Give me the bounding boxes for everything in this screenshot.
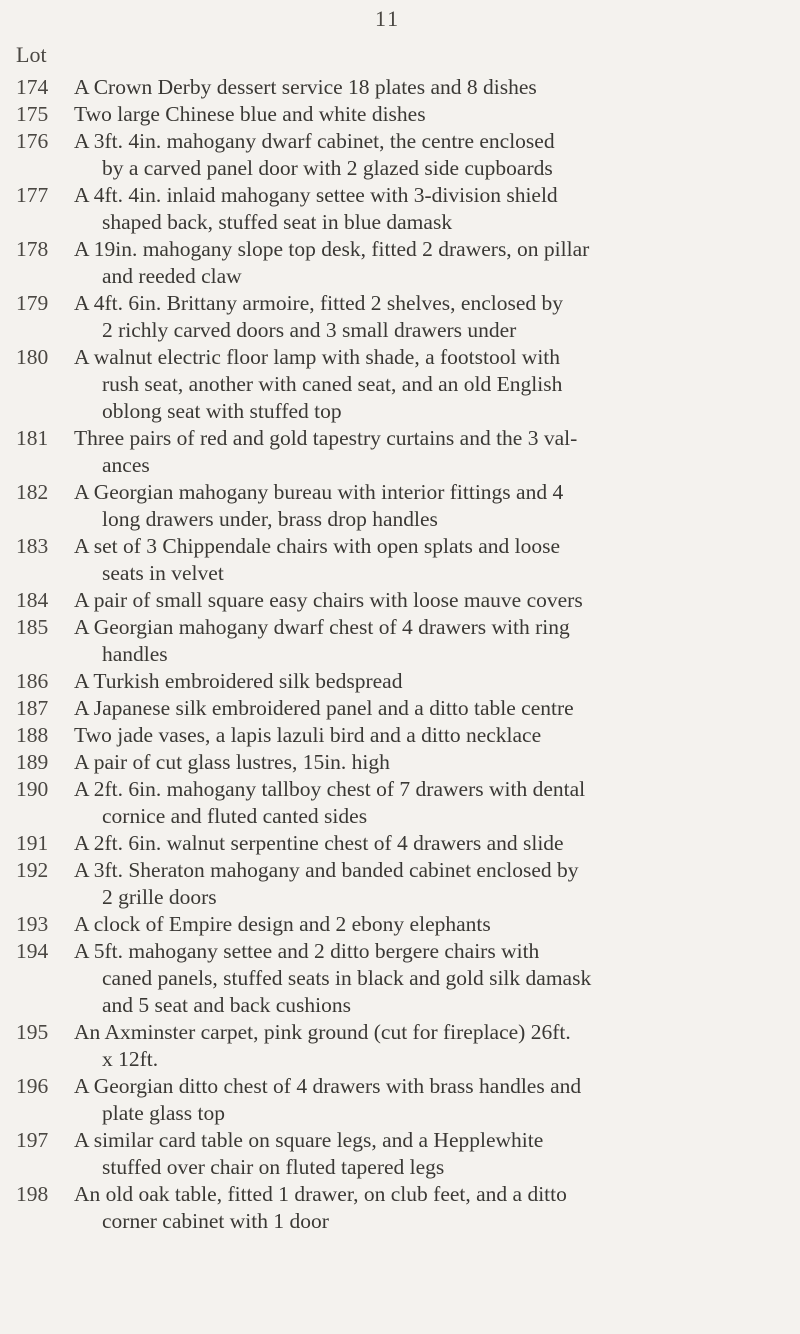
lot-description-line: A 3ft. 4in. mahogany dwarf cabinet, the centre enclosed bbox=[74, 129, 555, 153]
lot-description-line: A Georgian mahogany bureau with interior fittings and 4 bbox=[74, 480, 564, 504]
lot-entry bbox=[0, 101, 800, 128]
lot-description-line: A walnut electric floor lamp with shade, a footstool with bbox=[74, 345, 561, 369]
lot-description-line: A similar card table on square legs, and a Hepplewhite bbox=[74, 1128, 544, 1152]
lot-entry bbox=[0, 236, 800, 290]
lot-description-line: A Georgian mahogany dwarf chest of 4 drawers with ring bbox=[74, 615, 570, 639]
lot-description-line: An old oak table, fitted 1 drawer, on club feet, and a ditto bbox=[74, 1182, 567, 1206]
lot-list bbox=[0, 74, 800, 1235]
lot-entry bbox=[0, 776, 800, 830]
lot-description bbox=[66, 830, 794, 857]
lot-number: 175 bbox=[16, 102, 49, 126]
lot-description-line: long drawers under, brass drop handles bbox=[102, 507, 438, 531]
lot-description-line: shaped back, stuffed seat in blue damask bbox=[102, 210, 453, 234]
lot-description bbox=[66, 1127, 794, 1181]
lot-description bbox=[66, 101, 794, 128]
lot-number: 183 bbox=[16, 534, 49, 558]
lot-description-line: corner cabinet with 1 door bbox=[102, 1209, 329, 1233]
lot-number: 179 bbox=[16, 291, 49, 315]
lot-description-line: A Crown Derby dessert service 18 plates and 8 dishes bbox=[74, 75, 537, 99]
lot-description-line: by a carved panel door with 2 glazed side cupboards bbox=[102, 156, 553, 180]
lot-description bbox=[66, 128, 794, 182]
lot-number: 182 bbox=[16, 480, 49, 504]
lot-description bbox=[66, 938, 794, 1019]
lot-description-line: x 12ft. bbox=[102, 1047, 159, 1071]
lot-description-line: A pair of small square easy chairs with loose mauve covers bbox=[74, 588, 583, 612]
lot-description bbox=[66, 425, 794, 479]
lot-entry bbox=[0, 344, 800, 425]
lot-number: 174 bbox=[16, 75, 49, 99]
lot-number: 194 bbox=[16, 939, 49, 963]
lot-number: 187 bbox=[16, 696, 49, 720]
lot-number: 180 bbox=[16, 345, 49, 369]
lot-description bbox=[66, 1181, 794, 1235]
lot-number: 186 bbox=[16, 669, 49, 693]
lot-entry bbox=[0, 938, 800, 1019]
lot-number: 181 bbox=[16, 426, 49, 450]
lot-description-line: A 19in. mahogany slope top desk, fitted 2 drawers, on pillar bbox=[74, 237, 590, 261]
lot-description bbox=[66, 722, 794, 749]
lot-description-line: 2 grille doors bbox=[102, 885, 217, 909]
lot-description-line: stuffed over chair on fluted tapered legs bbox=[102, 1155, 445, 1179]
lot-description bbox=[66, 74, 794, 101]
lot-description-line: ances bbox=[102, 453, 150, 477]
lot-description-line: Three pairs of red and gold tapestry curtains and the 3 val- bbox=[74, 426, 578, 450]
lot-description-line: A 5ft. mahogany settee and 2 ditto bergere chairs with bbox=[74, 939, 540, 963]
lot-description-line: caned panels, stuffed seats in black and gold silk damask bbox=[102, 966, 592, 990]
lot-entry bbox=[0, 533, 800, 587]
lot-number: 176 bbox=[16, 129, 49, 153]
lot-number: 184 bbox=[16, 588, 49, 612]
lot-entry bbox=[0, 614, 800, 668]
lot-description-line: Two jade vases, a lapis lazuli bird and a ditto necklace bbox=[74, 723, 542, 747]
lot-description bbox=[66, 911, 794, 938]
lot-entry bbox=[0, 1181, 800, 1235]
lot-description-line: A Georgian ditto chest of 4 drawers with brass handles and bbox=[74, 1074, 582, 1098]
lot-description bbox=[66, 290, 794, 344]
lot-number: 188 bbox=[16, 723, 49, 747]
lot-description bbox=[66, 857, 794, 911]
lot-entry bbox=[0, 128, 800, 182]
lot-description-line: rush seat, another with caned seat, and an old English bbox=[102, 372, 563, 396]
lot-description-line: Two large Chinese blue and white dishes bbox=[74, 102, 426, 126]
lot-entry bbox=[0, 587, 800, 614]
lot-description-line: A 2ft. 6in. walnut serpentine chest of 4 drawers and slide bbox=[74, 831, 564, 855]
lot-description-line: A set of 3 Chippendale chairs with open splats and loose bbox=[74, 534, 561, 558]
lot-description-line: A pair of cut glass lustres, 15in. high bbox=[74, 750, 390, 774]
lot-entry bbox=[0, 290, 800, 344]
lot-description-line: oblong seat with stuffed top bbox=[102, 399, 342, 423]
lot-description-line: A clock of Empire design and 2 ebony elephants bbox=[74, 912, 491, 936]
lot-entry bbox=[0, 1073, 800, 1127]
lot-description-line: seats in velvet bbox=[102, 561, 224, 585]
lot-column-header: Lot bbox=[16, 42, 47, 67]
lot-entry bbox=[0, 1019, 800, 1073]
lot-number: 195 bbox=[16, 1020, 49, 1044]
lot-number: 190 bbox=[16, 777, 49, 801]
lot-entry bbox=[0, 749, 800, 776]
lot-entry bbox=[0, 74, 800, 101]
lot-entry bbox=[0, 425, 800, 479]
lot-number: 185 bbox=[16, 615, 49, 639]
lot-number: 177 bbox=[16, 183, 49, 207]
lot-description-line: A Turkish embroidered silk bedspread bbox=[74, 669, 403, 693]
lot-entry bbox=[0, 1127, 800, 1181]
lot-number: 189 bbox=[16, 750, 49, 774]
lot-description bbox=[66, 749, 794, 776]
lot-number: 192 bbox=[16, 858, 49, 882]
lot-description bbox=[66, 236, 794, 290]
lot-number: 198 bbox=[16, 1182, 49, 1206]
lot-entry bbox=[0, 911, 800, 938]
lot-description bbox=[66, 614, 794, 668]
lot-description-line: A 2ft. 6in. mahogany tallboy chest of 7 drawers with dental bbox=[74, 777, 586, 801]
lot-entry bbox=[0, 830, 800, 857]
page-number: 11 bbox=[375, 6, 401, 31]
lot-number: 196 bbox=[16, 1074, 49, 1098]
lot-description bbox=[66, 1073, 794, 1127]
lot-description-line: and reeded claw bbox=[102, 264, 242, 288]
lot-description bbox=[66, 695, 794, 722]
lot-description-line: plate glass top bbox=[102, 1101, 226, 1125]
lot-description-line: cornice and fluted canted sides bbox=[102, 804, 368, 828]
lot-description-line: A 4ft. 4in. inlaid mahogany settee with 3-division shield bbox=[74, 183, 558, 207]
lot-entry bbox=[0, 182, 800, 236]
lot-description-line: and 5 seat and back cushions bbox=[102, 993, 351, 1017]
lot-description bbox=[66, 1019, 794, 1073]
lot-description bbox=[66, 479, 794, 533]
lot-entry bbox=[0, 857, 800, 911]
lot-description bbox=[66, 587, 794, 614]
lot-description bbox=[66, 344, 794, 425]
lot-description bbox=[66, 182, 794, 236]
lot-description-line: A Japanese silk embroidered panel and a ditto table centre bbox=[74, 696, 574, 720]
lot-description bbox=[66, 668, 794, 695]
lot-description-line: A 4ft. 6in. Brittany armoire, fitted 2 shelves, enclosed by bbox=[74, 291, 564, 315]
lot-description bbox=[66, 776, 794, 830]
lot-description-line: 2 richly carved doors and 3 small drawers under bbox=[102, 318, 517, 342]
lot-number: 191 bbox=[16, 831, 49, 855]
lot-description bbox=[66, 533, 794, 587]
lot-number: 193 bbox=[16, 912, 49, 936]
lot-description-line: An Axminster carpet, pink ground (cut for fireplace) 26ft. bbox=[74, 1020, 571, 1044]
lot-description-line: A 3ft. Sheraton mahogany and banded cabinet enclosed by bbox=[74, 858, 579, 882]
lot-number: 178 bbox=[16, 237, 49, 261]
lot-description-line: handles bbox=[102, 642, 168, 666]
lot-entry bbox=[0, 668, 800, 695]
lot-entry bbox=[0, 695, 800, 722]
lot-number: 197 bbox=[16, 1128, 49, 1152]
lot-entry bbox=[0, 479, 800, 533]
lot-entry bbox=[0, 722, 800, 749]
